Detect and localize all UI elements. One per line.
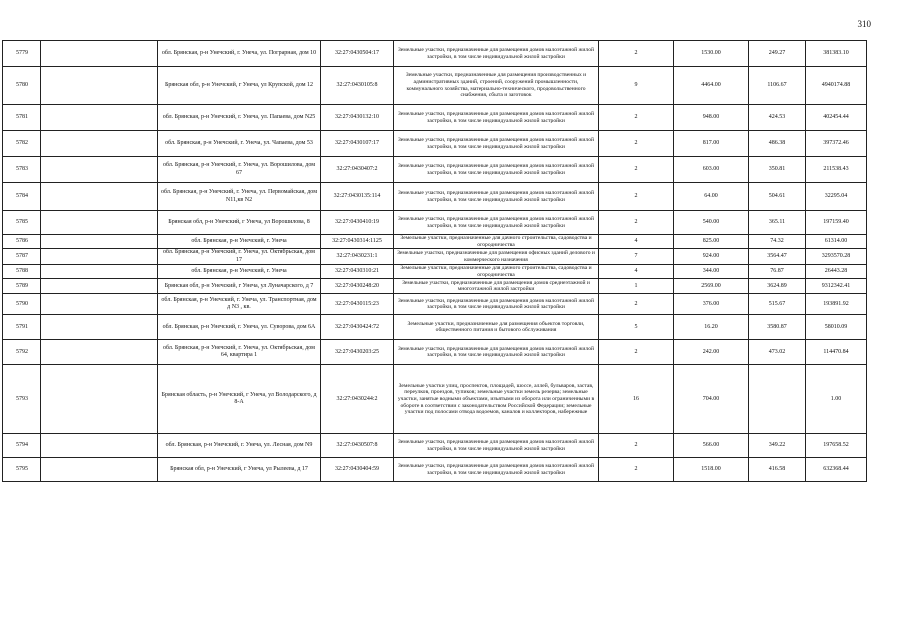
land-use-cell: Земельные участки, предназначенные для размещения домов малоэтажной жилой застройки, в том числе индивидуальной жилой застройки xyxy=(394,458,599,482)
row-number: 5779 xyxy=(3,41,41,67)
cadastral-value-cell: 197159.40 xyxy=(806,211,867,235)
table-row xyxy=(3,131,867,157)
use-group-cell: 2 xyxy=(599,157,674,183)
specific-value-cell: 416.58 xyxy=(749,458,806,482)
cadastral-number-cell: 32:27:0430507:8 xyxy=(321,434,394,458)
use-group-cell: 2 xyxy=(599,211,674,235)
cadastral-number-cell: 32:27:0430314:1125 xyxy=(321,235,394,249)
empty-cell xyxy=(41,365,158,434)
use-group-cell: 4 xyxy=(599,265,674,279)
area-cell: 242.00 xyxy=(674,340,749,365)
row-number: 5791 xyxy=(3,315,41,340)
use-group-cell: 2 xyxy=(599,183,674,211)
table-row xyxy=(3,365,867,434)
address-cell: обл. Брянская, р-н Унечский, г. Унеча, ул. Октябрьская, дом 17 xyxy=(158,249,321,265)
empty-cell xyxy=(41,340,158,365)
cadastral-value-cell: 61314.00 xyxy=(806,235,867,249)
specific-value-cell: 515.67 xyxy=(749,294,806,315)
table-row xyxy=(3,67,867,105)
area-cell: 344.00 xyxy=(674,265,749,279)
land-use-cell: Земельные участки, предназначенные для размещения производственных и административных зданий, строений, сооружений промышленности, коммунального хозяйства, материально-технического, продовольственного снабжения, сбыта и заготовок xyxy=(394,67,599,105)
specific-value-cell: 349.22 xyxy=(749,434,806,458)
address-cell: Брянская обл, р-н Унечский, г Унеча, ул Ворошилова, 8 xyxy=(158,211,321,235)
area-cell: 1530.00 xyxy=(674,41,749,67)
row-number: 5794 xyxy=(3,434,41,458)
cadastral-value-cell: 58010.09 xyxy=(806,315,867,340)
address-cell: обл. Брянская, р-н Унечский, г. Унеча, ул. Папаева, дом N25 xyxy=(158,105,321,131)
land-use-cell: Земельные участки, предназначенные для размещения домов малоэтажной жилой застройки, в том числе индивидуальной жилой застройки xyxy=(394,183,599,211)
table-row xyxy=(3,315,867,340)
empty-cell xyxy=(41,183,158,211)
use-group-cell: 5 xyxy=(599,315,674,340)
cadastral-value-cell: 9312342.41 xyxy=(806,279,867,294)
cadastral-number-cell: 32:27:0430244:2 xyxy=(321,365,394,434)
row-number: 5793 xyxy=(3,365,41,434)
cadastral-number-cell: 32:27:0430248:20 xyxy=(321,279,394,294)
address-cell: обл. Брянская, р-н Унечский, г. Унеча, ул. Пограрная, дом 10 xyxy=(158,41,321,67)
row-number: 5790 xyxy=(3,294,41,315)
address-cell: обл. Брянская, р-н Унечский, г. Унеча, ул. Транспортная, дом д N3 , кв. xyxy=(158,294,321,315)
specific-value-cell: 473.02 xyxy=(749,340,806,365)
area-cell: 376.00 xyxy=(674,294,749,315)
table-row xyxy=(3,265,867,279)
area-cell: 16.20 xyxy=(674,315,749,340)
empty-cell xyxy=(41,211,158,235)
row-number: 5782 xyxy=(3,131,41,157)
cadastral-number-cell: 32:27:0430504:17 xyxy=(321,41,394,67)
cadastral-value-table xyxy=(2,40,867,482)
table-row xyxy=(3,41,867,67)
specific-value-cell: 3580.87 xyxy=(749,315,806,340)
address-cell: обл. Брянская, р-н Унечский, г. Унеча, ул. Суворова, дом 6А xyxy=(158,315,321,340)
address-cell: обл. Брянская, р-н Унечский, г. Унеча xyxy=(158,235,321,249)
row-number: 5786 xyxy=(3,235,41,249)
table-row xyxy=(3,183,867,211)
empty-cell xyxy=(41,41,158,67)
table-row xyxy=(3,434,867,458)
use-group-cell: 2 xyxy=(599,434,674,458)
cadastral-number-cell: 32:27:0430135:114 xyxy=(321,183,394,211)
area-cell: 566.00 xyxy=(674,434,749,458)
land-use-cell: Земельные участки, предназначенные для размещения домов малоэтажной жилой застройки, в том числе индивидуальной жилой застройки xyxy=(394,340,599,365)
land-use-cell: Земельные участки, предназначенные для размещения домов малоэтажной жилой застройки, в том числе индивидуальной жилой застройки xyxy=(394,211,599,235)
area-cell: 948.00 xyxy=(674,105,749,131)
empty-cell xyxy=(41,458,158,482)
table-row xyxy=(3,340,867,365)
row-number: 5784 xyxy=(3,183,41,211)
land-use-cell: Земельные участки, предназначенные для размещения домов малоэтажной жилой застройки, в том числе индивидуальной жилой застройки xyxy=(394,157,599,183)
cadastral-number-cell: 32:27:0430107:17 xyxy=(321,131,394,157)
row-number: 5783 xyxy=(3,157,41,183)
use-group-cell: 2 xyxy=(599,340,674,365)
specific-value-cell: 3564.47 xyxy=(749,249,806,265)
table-row xyxy=(3,279,867,294)
empty-cell xyxy=(41,315,158,340)
land-use-cell: Земельные участки, предназначенные для размещения домов малоэтажной жилой застройки, в том числе индивидуальной жилой застройки xyxy=(394,131,599,157)
cadastral-value-cell: 197658.52 xyxy=(806,434,867,458)
specific-value-cell xyxy=(749,365,806,434)
address-cell: Брянская обл, р-н Унечский, г Унеча, ул Крупской, дом 12 xyxy=(158,67,321,105)
cadastral-number-cell: 32:27:0430410:19 xyxy=(321,211,394,235)
address-cell: обл. Брянская, р-н Унечский, г. Унеча, ул. Чапаева, дом 53 xyxy=(158,131,321,157)
cadastral-number-cell: 32:27:0430407:2 xyxy=(321,157,394,183)
area-cell: 704.00 xyxy=(674,365,749,434)
area-cell: 540.00 xyxy=(674,211,749,235)
empty-cell xyxy=(41,294,158,315)
specific-value-cell: 3624.89 xyxy=(749,279,806,294)
cadastral-value-cell: 402454.44 xyxy=(806,105,867,131)
use-group-cell: 4 xyxy=(599,235,674,249)
empty-cell xyxy=(41,249,158,265)
empty-cell xyxy=(41,265,158,279)
cadastral-number-cell: 32:27:0430132:10 xyxy=(321,105,394,131)
specific-value-cell: 424.53 xyxy=(749,105,806,131)
table-row xyxy=(3,157,867,183)
specific-value-cell: 249.27 xyxy=(749,41,806,67)
empty-cell xyxy=(41,279,158,294)
cadastral-value-cell: 381383.10 xyxy=(806,41,867,67)
cadastral-value-cell: 1.00 xyxy=(806,365,867,434)
cadastral-number-cell: 32:27:0430231:1 xyxy=(321,249,394,265)
cadastral-value-cell: 114470.84 xyxy=(806,340,867,365)
use-group-cell: 2 xyxy=(599,458,674,482)
land-use-cell: Земельные участки, предназначенные для размещения домов малоэтажной жилой застройки, в том числе индивидуальной жилой застройки xyxy=(394,105,599,131)
cadastral-value-cell: 32295.04 xyxy=(806,183,867,211)
row-number: 5787 xyxy=(3,249,41,265)
use-group-cell: 2 xyxy=(599,294,674,315)
cadastral-number-cell: 32:27:0430310:21 xyxy=(321,265,394,279)
cadastral-value-cell: 3293570.28 xyxy=(806,249,867,265)
cadastral-number-cell: 32:27:0430404:59 xyxy=(321,458,394,482)
specific-value-cell: 1106.67 xyxy=(749,67,806,105)
land-use-cell: Земельные участки, предназначенные для дачного строительства, садоводства и огородничества xyxy=(394,235,599,249)
address-cell: Брянская обл, р-н Унечский, г Унеча, ул Луначарского, д 7 xyxy=(158,279,321,294)
land-use-cell: Земельные участки улиц, проспектов, площадей, шоссе, аллей, бульваров, застав, переулков, проездов, тупиков; земельные участки земель резерва; земельные участки, занятые водными объектами, изъятыми из оборота или ограниченными в обороте в соответствии с законодательством Российской Федерации; земельные участки под полосами отвода водоемов, каналов и коллекторов, набережные xyxy=(394,365,599,434)
use-group-cell: 2 xyxy=(599,131,674,157)
land-use-cell: Земельные участки, предназначенные для дачного строительства, садоводства и огородничества xyxy=(394,265,599,279)
specific-value-cell: 504.61 xyxy=(749,183,806,211)
use-group-cell: 7 xyxy=(599,249,674,265)
use-group-cell: 9 xyxy=(599,67,674,105)
row-number: 5792 xyxy=(3,340,41,365)
empty-cell xyxy=(41,235,158,249)
row-number: 5795 xyxy=(3,458,41,482)
address-cell: обл. Брянская, р-н Унечский, г. Унеча xyxy=(158,265,321,279)
use-group-cell: 1 xyxy=(599,279,674,294)
table-row xyxy=(3,235,867,249)
row-number: 5788 xyxy=(3,265,41,279)
specific-value-cell: 350.81 xyxy=(749,157,806,183)
address-cell: обл. Брянская, р-н Унечский, г. Унеча, ул. Лесная, дом N9 xyxy=(158,434,321,458)
use-group-cell: 2 xyxy=(599,105,674,131)
address-cell: обл. Брянская, р-н Унечский, г. Унеча, ул. Первомайская, дом N11,кв N2 xyxy=(158,183,321,211)
cadastral-value-cell: 26443.28 xyxy=(806,265,867,279)
cadastral-number-cell: 32:27:0430424:72 xyxy=(321,315,394,340)
area-cell: 924.00 xyxy=(674,249,749,265)
page-number: 310 xyxy=(857,19,871,29)
empty-cell xyxy=(41,434,158,458)
address-cell: обл. Брянская, р-н Унечский, г. Унеча, ул. Октябрьская, дом 64, квартира 1 xyxy=(158,340,321,365)
cadastral-value-cell: 211538.43 xyxy=(806,157,867,183)
specific-value-cell: 76.87 xyxy=(749,265,806,279)
empty-cell xyxy=(41,67,158,105)
row-number: 5781 xyxy=(3,105,41,131)
specific-value-cell: 486.38 xyxy=(749,131,806,157)
empty-cell xyxy=(41,105,158,131)
cadastral-number-cell: 32:27:0430105:8 xyxy=(321,67,394,105)
land-use-cell: Земельные участки, предназначенные для размещения домов малоэтажной жилой застройки, в том числе индивидуальной жилой застройки xyxy=(394,294,599,315)
cadastral-value-cell: 193891.92 xyxy=(806,294,867,315)
table-row xyxy=(3,211,867,235)
land-use-cell: Земельные участки, предназначенные для размещения домов среднеэтажной и многоэтажной жилой застройки xyxy=(394,279,599,294)
land-use-cell: Земельные участки, предназначенные для размещения объектов торговли, общественного питания и бытового обслуживания xyxy=(394,315,599,340)
row-number: 5789 xyxy=(3,279,41,294)
land-use-cell: Земельные участки, предназначенные для размещения офисных зданий делового и коммерческого назначения xyxy=(394,249,599,265)
table-row xyxy=(3,458,867,482)
area-cell: 817.00 xyxy=(674,131,749,157)
address-cell: Брянская обл, р-н Унечский, г Унеча, ул Рылеева, д 17 xyxy=(158,458,321,482)
empty-cell xyxy=(41,131,158,157)
use-group-cell: 16 xyxy=(599,365,674,434)
use-group-cell: 2 xyxy=(599,41,674,67)
address-cell: обл. Брянская, р-н Унечский, г. Унеча, ул. Ворошилова, дом 67 xyxy=(158,157,321,183)
row-number: 5785 xyxy=(3,211,41,235)
cadastral-value-cell: 397372.46 xyxy=(806,131,867,157)
area-cell: 2569.00 xyxy=(674,279,749,294)
cadastral-number-cell: 32:27:0430203:25 xyxy=(321,340,394,365)
empty-cell xyxy=(41,157,158,183)
area-cell: 4464.00 xyxy=(674,67,749,105)
cadastral-number-cell: 32:27:0430115:23 xyxy=(321,294,394,315)
area-cell: 1518.00 xyxy=(674,458,749,482)
table-row xyxy=(3,105,867,131)
table-row xyxy=(3,249,867,265)
land-use-cell: Земельные участки, предназначенные для размещения домов малоэтажной жилой застройки, в том числе индивидуальной жилой застройки xyxy=(394,41,599,67)
specific-value-cell: 365.11 xyxy=(749,211,806,235)
address-cell: Брянская область, р-н Унечский, г Унеча, ул Володарского, д 8-А xyxy=(158,365,321,434)
cadastral-value-cell: 4940174.88 xyxy=(806,67,867,105)
row-number: 5780 xyxy=(3,67,41,105)
table-row xyxy=(3,294,867,315)
cadastral-value-cell: 632368.44 xyxy=(806,458,867,482)
land-use-cell: Земельные участки, предназначенные для размещения домов малоэтажной жилой застройки, в том числе индивидуальной жилой застройки xyxy=(394,434,599,458)
specific-value-cell: 74.32 xyxy=(749,235,806,249)
area-cell: 64.00 xyxy=(674,183,749,211)
area-cell: 825.00 xyxy=(674,235,749,249)
area-cell: 603.00 xyxy=(674,157,749,183)
